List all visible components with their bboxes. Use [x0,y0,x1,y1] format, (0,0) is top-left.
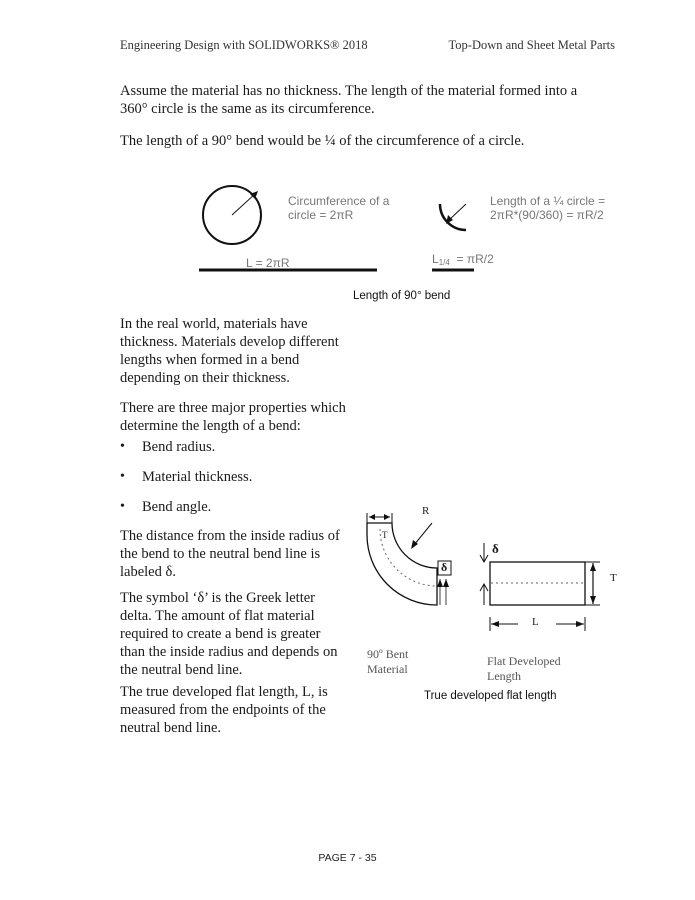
page-number: PAGE 7 - 35 [318,852,377,864]
bullet-item: • Bend radius. [120,439,216,455]
quarter-circle-label-line-1: Length of a ¼ circle = [490,194,606,208]
label-L: L [532,616,539,628]
paragraph-thickness: In the real world, materials have thickness. Materials develop different lengths when formed in a bend depending on their thickness. [120,316,339,386]
intro-paragraph-2: The length of a 90° bend would be ¼ of the circumference of a circle. [120,133,525,149]
bullet-item: • Material thickness. [120,469,253,485]
label-T-small: T [382,530,388,540]
flat-length-label-line-2: Length [487,669,521,683]
radius-pointer [414,523,432,545]
quarter-length-equation: = πR/2 [456,252,494,266]
bent-material-label-line-1: 90º Bent [367,647,409,661]
figure1-caption: Length of 90° bend [353,290,451,302]
label-R: R [422,505,430,517]
full-length-label: L = 2πR [246,256,290,270]
radius-line [232,194,255,215]
quarter-length-label [432,252,494,270]
circumference-label-line-1: Circumference of a [288,194,390,208]
label-delta-flat: δ [492,541,499,556]
figure2-caption: True developed flat length [424,690,557,702]
label-T: T [610,572,617,584]
intro-paragraph-1: Assume the material has no thickness. The length of the material formed into a 360° circle is the same as its circumference. [120,83,578,117]
bullet-text: Material thickness. [142,469,253,485]
quarter-length-symbol: L [432,252,439,266]
circumference-figure [0,170,695,280]
flat-length-label [487,654,561,684]
paragraph-delta-symbol: The symbol ‘δ’ is the Greek letter delta. The amount of flat material required to create a bend is greater than the inside radius and depends on the neutral bend line. [120,590,338,678]
header-title: Engineering Design with SOLIDWORKS® 2018 [120,38,368,52]
paragraph-properties: There are three major properties which determine the length of a bend: [120,400,346,434]
bent-material-label [367,647,408,677]
quarter-circle-label-line-2: 2πR*(90/360) = πR/2 [490,208,604,222]
flat-length-label-line-1: Flat Developed [487,654,561,668]
bend-figure [0,505,695,665]
bullet-item: • Bend angle. [120,499,212,515]
circumference-label-line-2: circle = 2πR [288,208,354,222]
bent-material-label-line-2: Material [367,662,408,676]
paragraph-delta-definition: The distance from the inside radius of the bend to the neutral bend line is labeled δ. [120,528,340,580]
paragraph-developed-length: The true developed flat length, L, is measured from the endpoints of the neutral bend line. [120,684,328,736]
quarter-length-subscript: 1/4 [438,258,450,267]
bullet-text: Bend radius. [142,439,216,455]
bent-material-shape [367,523,437,605]
bullet-text: Bend angle. [142,499,212,515]
header-chapter: Top-Down and Sheet Metal Parts [448,38,615,52]
label-delta-bend: δ [441,560,448,574]
